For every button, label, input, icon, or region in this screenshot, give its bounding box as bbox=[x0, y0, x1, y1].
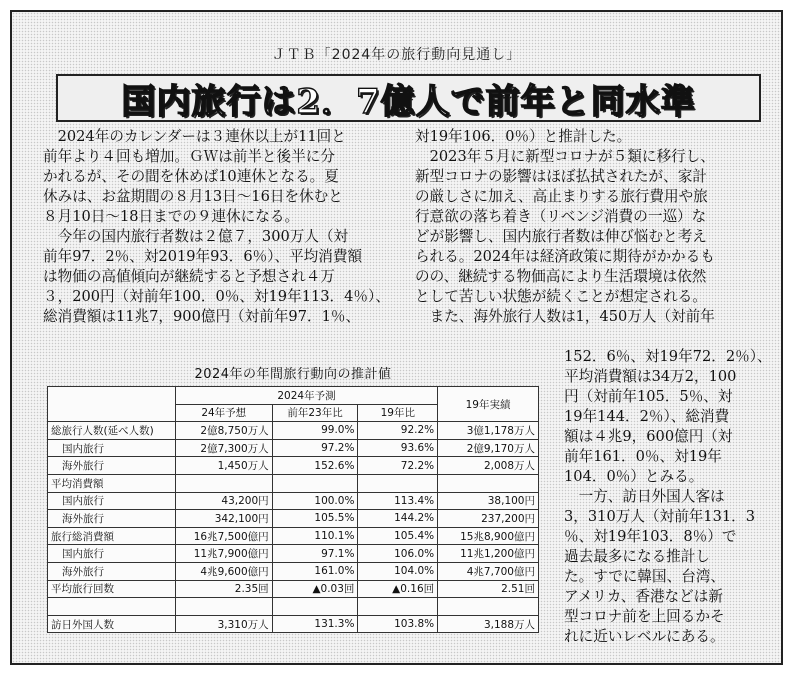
article-headline: 国内旅行は2．7億人で前年と同水準 bbox=[121, 81, 696, 122]
table-row-spacer bbox=[48, 598, 539, 616]
cell-yoy: 99.0% bbox=[272, 422, 358, 440]
cell-vs19: 93.6% bbox=[358, 439, 438, 457]
cell-yoy: ▲0.03回 bbox=[272, 580, 358, 598]
text-line: ３，200円（対前年100．0％、対19年113．4％）、 bbox=[43, 288, 390, 305]
header-actual-2019: 19年実績 bbox=[438, 387, 539, 422]
cell-yoy: 131.3% bbox=[272, 615, 358, 633]
row-label: 国内旅行 bbox=[48, 545, 176, 563]
cell-vs19: 106.0% bbox=[358, 545, 438, 563]
cell-vs19: 104.0% bbox=[358, 562, 438, 580]
text-line: 過去最多になる推計し bbox=[564, 548, 710, 565]
cell-yoy: 105.5% bbox=[272, 510, 358, 528]
text-line: 対19年106．0％）と推計した。 bbox=[415, 128, 632, 145]
forecast-table-block bbox=[47, 364, 539, 633]
cell-forecast: 2.35回 bbox=[175, 580, 272, 598]
subheader-yoy: 前年23年比 bbox=[272, 404, 358, 422]
cell-forecast: 4兆9,600億円 bbox=[175, 562, 272, 580]
text-line: また、海外旅行人数は1，450万人（対前年 bbox=[415, 308, 715, 325]
text-line: ％、対19年103．8％）で bbox=[564, 528, 737, 545]
row-label bbox=[48, 598, 176, 616]
header-forecast-group: 2024年予測 bbox=[175, 387, 437, 405]
text-line: 休みは、お盆期間の８月13日～16日を休むと bbox=[43, 188, 343, 205]
subheader-forecast: 24年予想 bbox=[175, 404, 272, 422]
table-row bbox=[48, 545, 539, 563]
cell-actual19: 11兆1,200億円 bbox=[438, 545, 539, 563]
text-line: 今年の国内旅行者数は２億７，300万人（対 bbox=[43, 228, 349, 245]
table-header-row bbox=[48, 387, 539, 405]
row-label: 海外旅行 bbox=[48, 562, 176, 580]
text-line: 104．0％）とみる。 bbox=[564, 468, 704, 485]
cell-actual19: 2億9,170万人 bbox=[438, 439, 539, 457]
table-row bbox=[48, 439, 539, 457]
cell-forecast: 2億8,750万人 bbox=[175, 422, 272, 440]
left-column-text bbox=[43, 127, 388, 327]
cell-actual19: 4兆7,700億円 bbox=[438, 562, 539, 580]
row-label: 海外旅行 bbox=[48, 510, 176, 528]
right-narrow-column-text bbox=[564, 347, 772, 647]
text-line: 新型コロナの影響はほぼ払拭されたが、家計 bbox=[415, 168, 707, 185]
table-row bbox=[48, 615, 539, 633]
row-label: 総旅行人数(延べ人数) bbox=[48, 422, 176, 440]
row-label: 旅行総消費額 bbox=[48, 527, 176, 545]
subheader-vs-2019: 19年比 bbox=[358, 404, 438, 422]
cell-yoy bbox=[272, 598, 358, 616]
cell-yoy: 97.1% bbox=[272, 545, 358, 563]
cell-vs19: 105.4% bbox=[358, 527, 438, 545]
table-corner-cell bbox=[48, 387, 176, 422]
table-title: 2024年の年間旅行動向の推計値 bbox=[194, 367, 392, 382]
cell-vs19: ▲0.16回 bbox=[358, 580, 438, 598]
headline-box bbox=[56, 74, 761, 122]
cell-actual19: 237,200円 bbox=[438, 510, 539, 528]
text-line: 前年より４回も増加。ＧＷは前半と後半に分 bbox=[43, 148, 335, 165]
cell-forecast: 16兆7,500億円 bbox=[175, 527, 272, 545]
row-label: 訪日外国人数 bbox=[48, 615, 176, 633]
table-row bbox=[48, 580, 539, 598]
text-line: 型コロナ前を上回るかそ bbox=[564, 608, 725, 625]
row-label: 平均旅行回数 bbox=[48, 580, 176, 598]
text-line: 平均消費額は34万2，100 bbox=[564, 368, 737, 385]
text-line: は物価の高値傾向が継続すると予想され４万 bbox=[43, 268, 335, 285]
cell-forecast: 43,200円 bbox=[175, 492, 272, 510]
text-line: 一方、訪日外国人客は bbox=[564, 488, 725, 505]
cell-vs19 bbox=[358, 474, 438, 492]
cell-vs19: 72.2% bbox=[358, 457, 438, 475]
article-kicker: ＪＴＢ「2024年の旅行動向見通し」 bbox=[271, 47, 522, 63]
text-line: 2023年５月に新型コロナが５類に移行し、 bbox=[415, 148, 715, 165]
text-line: た。すでに韓国、台湾、 bbox=[564, 568, 725, 585]
text-line: 19年144．2％）、総消費 bbox=[564, 408, 730, 425]
cell-forecast: 3,310万人 bbox=[175, 615, 272, 633]
cell-actual19 bbox=[438, 474, 539, 492]
cell-vs19 bbox=[358, 598, 438, 616]
text-line: のの、継続する物価高により生活環境は依然 bbox=[415, 268, 707, 285]
text-line: として苦しい状態が続くことが想定される。 bbox=[415, 288, 707, 305]
cell-yoy: 100.0% bbox=[272, 492, 358, 510]
row-label: 国内旅行 bbox=[48, 492, 176, 510]
cell-actual19 bbox=[438, 598, 539, 616]
cell-forecast: 342,100円 bbox=[175, 510, 272, 528]
table-row bbox=[48, 527, 539, 545]
table-row bbox=[48, 474, 539, 492]
forecast-table bbox=[47, 386, 539, 633]
cell-yoy: 110.1% bbox=[272, 527, 358, 545]
cell-forecast bbox=[175, 474, 272, 492]
text-line: 円（対前年105．5％、対 bbox=[564, 388, 733, 405]
text-line: 前年161．0％、対19年 bbox=[564, 448, 722, 465]
row-label: 平均消費額 bbox=[48, 474, 176, 492]
text-line: 152．6％、対19年72．2％）、 bbox=[564, 348, 772, 365]
cell-actual19: 15兆8,900億円 bbox=[438, 527, 539, 545]
text-line: かれるが、その間を休めば10連休となる。夏 bbox=[43, 168, 339, 185]
cell-forecast: 1,450万人 bbox=[175, 457, 272, 475]
cell-vs19: 144.2% bbox=[358, 510, 438, 528]
cell-actual19: 2,008万人 bbox=[438, 457, 539, 475]
table-row bbox=[48, 422, 539, 440]
right-column-text bbox=[415, 127, 755, 327]
row-label: 国内旅行 bbox=[48, 439, 176, 457]
table-row bbox=[48, 457, 539, 475]
text-line: 3，310万人（対前年131．3 bbox=[564, 508, 756, 525]
cell-vs19: 103.8% bbox=[358, 615, 438, 633]
table-row bbox=[48, 562, 539, 580]
cell-vs19: 113.4% bbox=[358, 492, 438, 510]
table-row bbox=[48, 510, 539, 528]
text-line: 額は４兆9，600億円（対 bbox=[564, 428, 733, 445]
text-line: の厳しさに加え、高止まりする旅行費用や旅 bbox=[415, 188, 708, 205]
text-line: 総消費額は11兆7，900億円（対前年97．1％、 bbox=[43, 308, 361, 325]
text-line: れに近いレベルにある。 bbox=[564, 628, 725, 645]
cell-yoy bbox=[272, 474, 358, 492]
table-row bbox=[48, 492, 539, 510]
cell-yoy: 161.0% bbox=[272, 562, 358, 580]
cell-forecast: 2億7,300万人 bbox=[175, 439, 272, 457]
cell-actual19: 2.51回 bbox=[438, 580, 539, 598]
cell-yoy: 152.6% bbox=[272, 457, 358, 475]
cell-actual19: 38,100円 bbox=[438, 492, 539, 510]
row-label: 海外旅行 bbox=[48, 457, 176, 475]
cell-yoy: 97.2% bbox=[272, 439, 358, 457]
text-line: 行意欲の落ち着き（リベンジ消費の一巡）な bbox=[415, 208, 707, 225]
cell-vs19: 92.2% bbox=[358, 422, 438, 440]
cell-forecast: 11兆7,900億円 bbox=[175, 545, 272, 563]
text-line: 前年97．2％、対2019年93．6％）、平均消費額 bbox=[43, 248, 363, 265]
text-line: られる。2024年は経済政策に期待がかかるも bbox=[415, 248, 715, 265]
text-line: 2024年のカレンダーは３連休以上が11回と bbox=[43, 128, 346, 145]
cell-forecast bbox=[175, 598, 272, 616]
text-line: どが影響し、国内旅行者数は伸び悩むと考え bbox=[415, 228, 707, 245]
text-line: アメリカ、香港などは新 bbox=[564, 588, 723, 605]
cell-actual19: 3,188万人 bbox=[438, 615, 539, 633]
text-line: ８月10日～18日までの９連休になる。 bbox=[43, 208, 300, 225]
cell-actual19: 3億1,178万人 bbox=[438, 422, 539, 440]
